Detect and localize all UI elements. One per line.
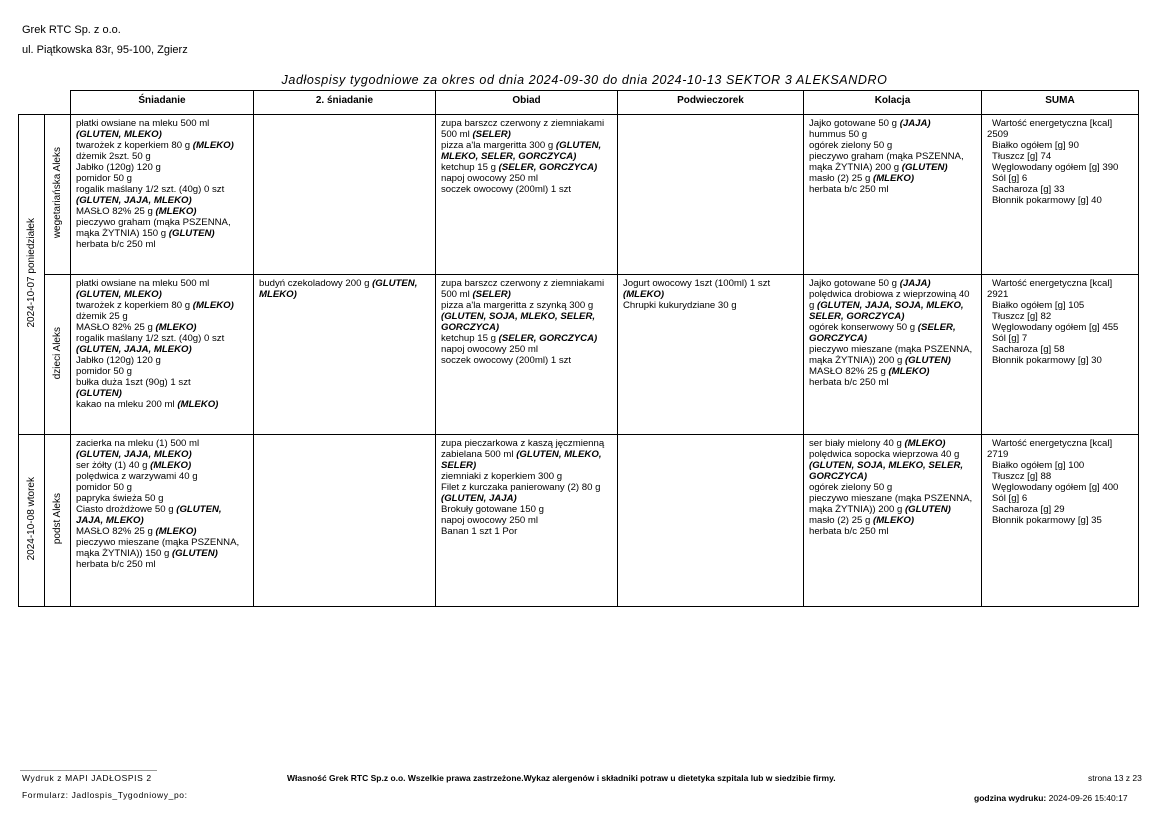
menu-item bbox=[76, 184, 248, 195]
menu-item-text: polędwica drobiowa z wieprzowiną 40 g bbox=[809, 289, 970, 311]
menu-item bbox=[441, 471, 612, 482]
day-date-cell bbox=[19, 435, 45, 607]
menu-item-allergens: (MLEKO) bbox=[155, 322, 197, 333]
menu-item-allergens: (GLUTEN, JAJA, MLEKO) bbox=[76, 504, 222, 526]
menu-item bbox=[809, 438, 976, 449]
menu-item bbox=[76, 537, 248, 559]
nutrition-summary-line: Błonnik pokarmowy [g] 30 bbox=[992, 355, 1102, 366]
nutrition-summary-line: Tłuszcz [g] 82 bbox=[992, 311, 1052, 322]
menu-item-allergens: (MLEKO) bbox=[623, 289, 665, 300]
menu-item bbox=[809, 289, 976, 322]
menu-item bbox=[76, 333, 248, 344]
nutrition-summary-line: Sacharoza [g] 33 bbox=[992, 184, 1065, 195]
menu-item-text: Jogurt owocowy 1szt (100ml) 1 szt bbox=[623, 278, 771, 289]
menu-item-allergens: (GLUTEN, MLEKO) bbox=[76, 289, 162, 300]
meal-cell-breakfast bbox=[71, 115, 254, 275]
menu-item-text: polędwica z warzywami 40 g bbox=[76, 471, 198, 482]
print-time-label: godzina wydruku: bbox=[974, 793, 1047, 803]
menu-item bbox=[76, 366, 248, 377]
company-name: Grek RTC Sp. z o.o. bbox=[22, 24, 121, 36]
menu-item bbox=[76, 559, 248, 570]
menu-item bbox=[76, 377, 248, 388]
menu-item-text: herbata b/c 250 ml bbox=[76, 559, 156, 570]
nutrition-summary-line: Wartość energetyczna [kcal] bbox=[992, 118, 1113, 129]
column-header-second-breakfast: 2. śniadanie bbox=[254, 91, 436, 115]
menu-item bbox=[76, 289, 248, 300]
menu-item-text: Jabłko (120g) 120 g bbox=[76, 162, 161, 173]
menu-item-text: zupa barszcz czerwony z ziemniakami 500 ml bbox=[441, 278, 605, 300]
meal-cell-second-breakfast bbox=[254, 275, 436, 435]
menu-item bbox=[441, 438, 612, 471]
menu-item-allergens: (GLUTEN, JAJA, MLEKO) bbox=[76, 449, 192, 460]
menu-item-text: Ciasto drożdżowe 50 g bbox=[76, 504, 174, 515]
menu-item bbox=[76, 140, 248, 151]
menu-item-text: ketchup 15 g bbox=[441, 333, 496, 344]
footer-page-number: strona 13 z 23 bbox=[1088, 773, 1142, 783]
menu-item-text: herbata b/c 250 ml bbox=[809, 377, 889, 388]
footer-print-time bbox=[974, 793, 1128, 803]
menu-item-allergens: (GLUTEN, MLEKO, SELER) bbox=[441, 449, 602, 471]
diet-name-label: podst Aleks bbox=[52, 493, 63, 545]
menu-item-text: dżemik 2szt. 50 g bbox=[76, 151, 151, 162]
nutrition-summary-line: Wartość energetyczna [kcal] bbox=[992, 278, 1113, 289]
menu-item bbox=[441, 162, 612, 173]
table-header-row bbox=[19, 91, 1139, 115]
footer-form-label: Formularz: Jadlospis_Tygodniowy_po: bbox=[22, 790, 188, 800]
menu-item bbox=[441, 515, 612, 526]
menu-item bbox=[441, 504, 612, 515]
menu-item bbox=[76, 471, 248, 482]
menu-item-text: Jajko gotowane 50 g bbox=[809, 278, 898, 289]
menu-item-text: polędwica sopocka wieprzowa 40 g bbox=[809, 449, 960, 460]
nutrition-summary-line: Węglowodany ogółem [g] 400 bbox=[992, 482, 1119, 493]
menu-item-text: ser żółty (1) 40 g bbox=[76, 460, 148, 471]
nutrition-summary-line: Sacharoza [g] 58 bbox=[992, 344, 1065, 355]
footer-rule bbox=[20, 770, 157, 771]
menu-item bbox=[76, 526, 248, 537]
menu-item-text: soczek owocowy (200ml) 1 szt bbox=[441, 184, 572, 195]
menu-item-allergens: (GLUTEN) bbox=[76, 388, 122, 399]
menu-item-text: ogórek zielony 50 g bbox=[809, 140, 893, 151]
menu-item-text: pieczywo mieszane (mąka PSZENNA, mąka ŻYTNIA)) 200 g bbox=[809, 344, 973, 366]
menu-item-text: dżemik 25 g bbox=[76, 311, 128, 322]
nutrition-summary-line: 2509 bbox=[987, 129, 1009, 140]
nutrition-summary-line: 2921 bbox=[987, 289, 1009, 300]
diet-name-cell bbox=[45, 275, 71, 435]
menu-item bbox=[259, 278, 430, 300]
nutrition-summary-line: Białko ogółem [g] 90 bbox=[992, 140, 1079, 151]
menu-item bbox=[809, 184, 976, 195]
menu-item-text: kakao na mleku 200 ml bbox=[76, 399, 175, 410]
meal-cell-afternoon-snack bbox=[618, 435, 804, 607]
nutrition-summary-line: Sól [g] 6 bbox=[992, 493, 1028, 504]
menu-item-allergens: (MLEKO) bbox=[155, 206, 197, 217]
menu-item bbox=[441, 140, 612, 162]
menu-item-text: herbata b/c 250 ml bbox=[76, 239, 156, 250]
menu-item-allergens: (MLEKO) bbox=[888, 366, 930, 377]
menu-item-text: hummus 50 g bbox=[809, 129, 868, 140]
menu-item bbox=[809, 526, 976, 537]
document-title: Jadłospisy tygodniowe za okres od dnia 2024-09-30 do dnia 2024-10-13 SEKTOR 3 ALEKSANDRO bbox=[281, 73, 888, 87]
company-address: ul. Piątkowska 83r, 95-100, Zgierz bbox=[22, 44, 188, 56]
column-header-lunch: Obiad bbox=[436, 91, 618, 115]
menu-item bbox=[441, 355, 612, 366]
day-date-label: 2024-10-08 wtorek bbox=[26, 477, 37, 561]
menu-item-allergens: (SELER) bbox=[472, 289, 511, 300]
menu-item-text: herbata b/c 250 ml bbox=[809, 526, 889, 537]
menu-item-allergens: (JAJA) bbox=[899, 278, 931, 289]
table-row bbox=[19, 275, 1139, 435]
menu-item-allergens: (GLUTEN, JAJA) bbox=[441, 493, 517, 504]
menu-item-text: napoj owocowy 250 ml bbox=[441, 173, 539, 184]
menu-item bbox=[441, 173, 612, 184]
diet-name-label: wegetariańska Aleks bbox=[52, 147, 63, 239]
menu-item-text: pizza a'la margeritta z szynką 300 g bbox=[441, 300, 594, 311]
menu-item bbox=[441, 344, 612, 355]
menu-item bbox=[76, 504, 248, 526]
meal-cell-second-breakfast bbox=[254, 115, 436, 275]
meal-cell-afternoon-snack bbox=[618, 275, 804, 435]
menu-item-text: pizza a'la margeritta 300 g bbox=[441, 140, 554, 151]
menu-item-text: masło (2) 25 g bbox=[809, 515, 871, 526]
menu-item-allergens: (GLUTEN, JAJA, MLEKO) bbox=[76, 344, 192, 355]
menu-item bbox=[809, 118, 976, 129]
menu-item-text: napoj owocowy 250 ml bbox=[441, 344, 539, 355]
menu-item bbox=[441, 333, 612, 344]
menu-item bbox=[809, 366, 976, 377]
menu-item-allergens: (GLUTEN) bbox=[904, 355, 951, 366]
menu-item-text: ogórek zielony 50 g bbox=[809, 482, 893, 493]
menu-item bbox=[76, 482, 248, 493]
menu-item bbox=[441, 482, 612, 504]
menu-item bbox=[76, 399, 248, 410]
menu-item-text: Chrupki kukurydziane 30 g bbox=[623, 300, 737, 311]
nutrition-summary-line: 2719 bbox=[987, 449, 1009, 460]
menu-item-text: pieczywo graham (mąka PSZENNA, mąka ŻYTNIA) 150 g bbox=[76, 217, 231, 239]
menu-item bbox=[76, 195, 248, 206]
nutrition-summary-line: Białko ogółem [g] 100 bbox=[992, 460, 1085, 471]
menu-item-text: zupa pieczarkowa z kaszą jęczmienną zabielana 500 ml bbox=[441, 438, 605, 460]
meal-cell-dinner bbox=[804, 275, 982, 435]
nutrition-summary-line: Błonnik pokarmowy [g] 35 bbox=[992, 515, 1102, 526]
menu-item-allergens: (MLEKO) bbox=[192, 140, 234, 151]
menu-item-text: MASŁO 82% 25 g bbox=[76, 206, 153, 217]
menu-item-text: pieczywo mieszane (mąka PSZENNA, mąka ŻYTNIA)) 150 g bbox=[76, 537, 240, 559]
menu-item-allergens: (GLUTEN, JAJA, MLEKO) bbox=[76, 195, 192, 206]
menu-item bbox=[76, 118, 248, 129]
menu-item-allergens: (SELER, GORCZYCA) bbox=[809, 322, 956, 344]
menu-item-allergens: (GLUTEN) bbox=[901, 162, 948, 173]
menu-item-text: pieczywo graham (mąka PSZENNA, mąka ŻYTNIA) 200 g bbox=[809, 151, 964, 173]
menu-item bbox=[76, 493, 248, 504]
menu-item-text: ser biały mielony 40 g bbox=[809, 438, 902, 449]
nutrition-summary-line: Sól [g] 7 bbox=[992, 333, 1028, 344]
menu-item-text: ziemniaki z koperkiem 300 g bbox=[441, 471, 563, 482]
menu-item bbox=[441, 118, 612, 140]
menu-item-allergens: (MLEKO) bbox=[873, 515, 915, 526]
menu-item-allergens: (MLEKO) bbox=[192, 300, 234, 311]
menu-item-allergens: (GLUTEN, SOJA, MLEKO, SELER, GORCZYCA) bbox=[809, 460, 964, 482]
menu-item-allergens: (GLUTEN, MLEKO, SELER, GORCZYCA) bbox=[441, 140, 602, 162]
menu-item-allergens: (SELER, GORCZYCA) bbox=[498, 162, 598, 173]
menu-item-text: pomidor 50 g bbox=[76, 366, 132, 377]
menu-item-allergens: (JAJA) bbox=[899, 118, 931, 129]
header-blank bbox=[19, 91, 45, 115]
menu-item bbox=[76, 239, 248, 250]
menu-item-text: zacierka na mleku (1) 500 ml bbox=[76, 438, 200, 449]
menu-item bbox=[76, 322, 248, 333]
menu-item bbox=[76, 438, 248, 449]
menu-item bbox=[76, 129, 248, 140]
menu-item bbox=[809, 151, 976, 173]
column-header-breakfast: Śniadanie bbox=[71, 91, 254, 115]
menu-item-text: rogalik maślany 1/2 szt. (40g) 0 szt bbox=[76, 184, 225, 195]
menu-item bbox=[76, 151, 248, 162]
menu-item-text: MASŁO 82% 25 g bbox=[76, 322, 153, 333]
menu-item-allergens: (GLUTEN) bbox=[904, 504, 951, 515]
menu-item-allergens: (GLUTEN, JAJA, SOJA, MLEKO, SELER, GORCZYCA) bbox=[809, 300, 964, 322]
menu-item-text: ogórek konserwowy 50 g bbox=[809, 322, 916, 333]
menu-item bbox=[809, 377, 976, 388]
menu-item-text: masło (2) 25 g bbox=[809, 173, 871, 184]
nutrition-summary-line: Białko ogółem [g] 105 bbox=[992, 300, 1085, 311]
menu-item-text: twarożek z koperkiem 80 g bbox=[76, 140, 191, 151]
menu-item-allergens: (GLUTEN, SOJA, MLEKO, SELER, GORCZYCA) bbox=[441, 311, 596, 333]
menu-item bbox=[623, 300, 798, 311]
footer-rights-notice: Własność Grek RTC Sp.z o.o. Wszelkie prawa zastrzeżone.Wykaz alergenów i składniki potraw u dietetyka szpitala lub w siedzibie firmy. bbox=[287, 773, 836, 783]
menu-item bbox=[76, 460, 248, 471]
menu-item-allergens: (SELER) bbox=[472, 129, 511, 140]
table-row bbox=[19, 115, 1139, 275]
diet-name-cell bbox=[45, 115, 71, 275]
menu-item-text: Filet z kurczaka panierowany (2) 80 g bbox=[441, 482, 601, 493]
diet-name-label: dzieci Aleks bbox=[52, 326, 63, 380]
footer-print-label: Wydruk z MAPI JADŁOSPIS 2 bbox=[22, 773, 152, 783]
menu-item bbox=[76, 344, 248, 355]
menu-item bbox=[441, 526, 612, 537]
menu-item bbox=[441, 278, 612, 300]
menu-item-text: Brokuły gotowane 150 g bbox=[441, 504, 544, 515]
menu-item bbox=[76, 449, 248, 460]
menu-item-text: ketchup 15 g bbox=[441, 162, 496, 173]
nutrition-summary-line: Sól [g] 6 bbox=[992, 173, 1028, 184]
menu-item-text: MASŁO 82% 25 g bbox=[76, 526, 153, 537]
meal-cell-dinner bbox=[804, 115, 982, 275]
meal-cell-lunch bbox=[436, 275, 618, 435]
nutrition-summary-cell bbox=[982, 115, 1139, 275]
menu-item bbox=[809, 344, 976, 366]
nutrition-summary-line: Węglowodany ogółem [g] 390 bbox=[992, 162, 1119, 173]
menu-item-allergens: (GLUTEN) bbox=[171, 548, 218, 559]
menu-item-text: MASŁO 82% 25 g bbox=[809, 366, 886, 377]
menu-item-allergens: (MLEKO) bbox=[177, 399, 219, 410]
menu-item bbox=[623, 278, 798, 300]
meal-cell-lunch bbox=[436, 115, 618, 275]
menu-item-allergens: (GLUTEN, MLEKO) bbox=[76, 129, 162, 140]
menu-item bbox=[809, 140, 976, 151]
column-header-sum: SUMA bbox=[982, 91, 1139, 115]
nutrition-summary-line: Węglowodany ogółem [g] 455 bbox=[992, 322, 1119, 333]
menu-item bbox=[76, 278, 248, 289]
menu-item bbox=[76, 388, 248, 399]
menu-item-text: Jajko gotowane 50 g bbox=[809, 118, 898, 129]
nutrition-summary-cell bbox=[982, 275, 1139, 435]
table-row bbox=[19, 435, 1139, 607]
menu-item bbox=[76, 206, 248, 217]
menu-item bbox=[809, 173, 976, 184]
menu-item-allergens: (MLEKO) bbox=[873, 173, 915, 184]
menu-item-text: soczek owocowy (200ml) 1 szt bbox=[441, 355, 572, 366]
menu-item-text: papryka świeża 50 g bbox=[76, 493, 164, 504]
menu-item-allergens: (SELER, GORCZYCA) bbox=[498, 333, 598, 344]
menu-item-allergens: (MLEKO) bbox=[904, 438, 946, 449]
menu-item bbox=[809, 129, 976, 140]
menu-item bbox=[76, 311, 248, 322]
nutrition-summary-line: Błonnik pokarmowy [g] 40 bbox=[992, 195, 1102, 206]
menu-item-text: pieczywo mieszane (mąka PSZENNA, mąka ŻYTNIA)) 200 g bbox=[809, 493, 973, 515]
print-time-value: 2024-09-26 15:40:17 bbox=[1048, 793, 1128, 803]
weekly-menu-table bbox=[18, 90, 1139, 607]
diet-name-cell bbox=[45, 435, 71, 607]
menu-item bbox=[76, 217, 248, 239]
nutrition-summary-line: Wartość energetyczna [kcal] bbox=[992, 438, 1113, 449]
menu-item bbox=[76, 162, 248, 173]
header-blank bbox=[45, 91, 71, 115]
menu-item bbox=[441, 300, 612, 333]
day-date-label: 2024-10-07 poniedziałek bbox=[26, 218, 37, 328]
menu-item bbox=[809, 493, 976, 515]
menu-item bbox=[809, 449, 976, 482]
menu-item bbox=[809, 515, 976, 526]
menu-item-text: pomidor 50 g bbox=[76, 173, 132, 184]
meal-cell-second-breakfast bbox=[254, 435, 436, 607]
menu-item bbox=[809, 278, 976, 289]
meal-cell-dinner bbox=[804, 435, 982, 607]
menu-item-text: rogalik maślany 1/2 szt. (40g) 0 szt bbox=[76, 333, 225, 344]
menu-item-text: budyń czekoladowy 200 g bbox=[259, 278, 370, 289]
menu-item-text: twarożek z koperkiem 80 g bbox=[76, 300, 191, 311]
menu-item bbox=[809, 482, 976, 493]
menu-item-text: pomidor 50 g bbox=[76, 482, 132, 493]
nutrition-summary-cell bbox=[982, 435, 1139, 607]
menu-item bbox=[76, 355, 248, 366]
menu-item-text: Banan 1 szt 1 Por bbox=[441, 526, 518, 537]
menu-item-text: płatki owsiane na mleku 500 ml bbox=[76, 118, 210, 129]
meal-cell-lunch bbox=[436, 435, 618, 607]
menu-item-text: herbata b/c 250 ml bbox=[809, 184, 889, 195]
column-header-dinner: Kolacja bbox=[804, 91, 982, 115]
meal-cell-breakfast bbox=[71, 435, 254, 607]
menu-item-allergens: (MLEKO) bbox=[155, 526, 197, 537]
menu-item bbox=[809, 322, 976, 344]
menu-item-allergens: (GLUTEN) bbox=[168, 228, 215, 239]
menu-item bbox=[76, 300, 248, 311]
menu-item-text: napoj owocowy 250 ml bbox=[441, 515, 539, 526]
menu-item-text: zupa barszcz czerwony z ziemniakami 500 ml bbox=[441, 118, 605, 140]
meal-cell-afternoon-snack bbox=[618, 115, 804, 275]
nutrition-summary-line: Sacharoza [g] 29 bbox=[992, 504, 1065, 515]
column-header-afternoon-snack: Podwieczorek bbox=[618, 91, 804, 115]
day-date-cell bbox=[19, 115, 45, 435]
menu-item-text: Jabłko (120g) 120 g bbox=[76, 355, 161, 366]
menu-item bbox=[76, 173, 248, 184]
menu-item-text: płatki owsiane na mleku 500 ml bbox=[76, 278, 210, 289]
menu-item bbox=[441, 184, 612, 195]
nutrition-summary-line: Tłuszcz [g] 88 bbox=[992, 471, 1052, 482]
menu-item-allergens: (GLUTEN, MLEKO) bbox=[259, 278, 418, 300]
menu-item-text: bułka duża 1szt (90g) 1 szt bbox=[76, 377, 191, 388]
meal-cell-breakfast bbox=[71, 275, 254, 435]
menu-item-allergens: (MLEKO) bbox=[150, 460, 192, 471]
nutrition-summary-line: Tłuszcz [g] 74 bbox=[992, 151, 1052, 162]
